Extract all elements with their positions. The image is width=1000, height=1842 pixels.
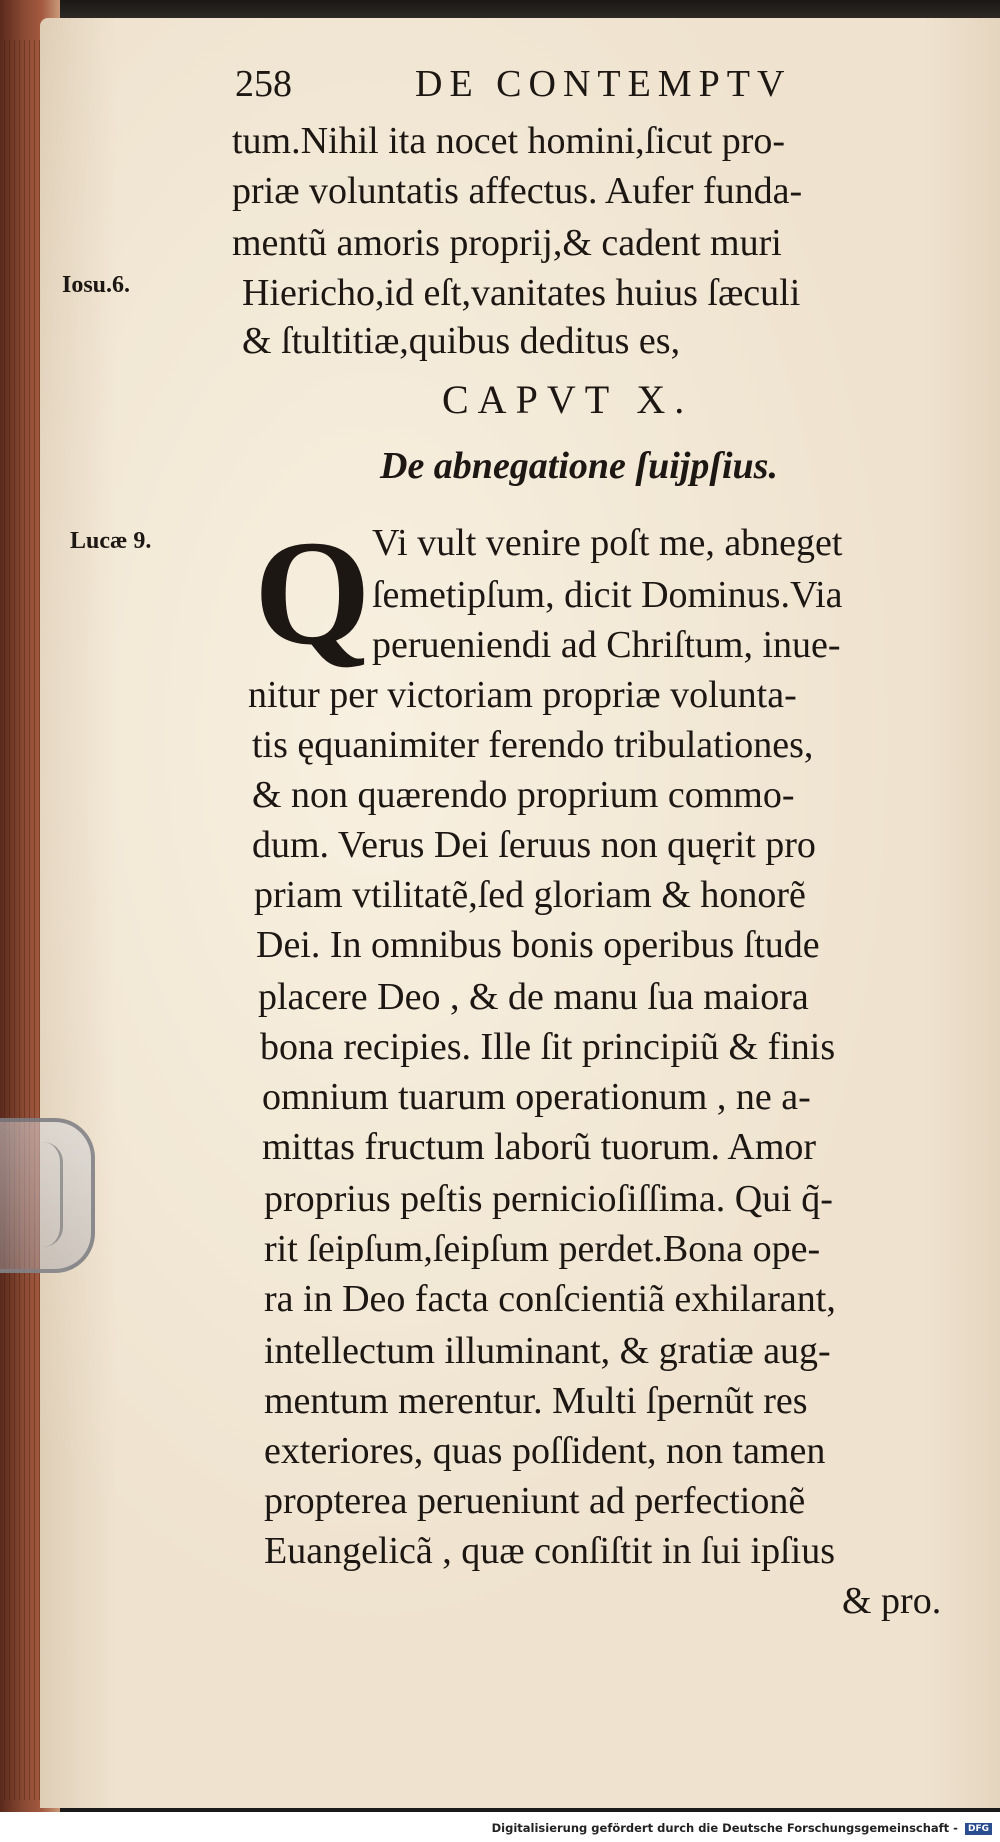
text-line: Dei. In omnibus bonis operibus ſtude <box>256 924 820 966</box>
text-line: exteriores, quas poſſident, non tamen <box>264 1430 826 1472</box>
chapter-heading: CAPVT X. <box>442 377 694 422</box>
text-line: Hiericho,id eſt,vanitates huius ſæculi <box>242 272 801 314</box>
text-line: tum.Nihil ita nocet homini,ſicut pro- <box>232 120 786 162</box>
text-line: priam vtilitatẽ,ſed gloriam & honorẽ <box>254 874 806 916</box>
page-number: 258 <box>235 63 292 105</box>
funding-credit <box>492 1821 992 1835</box>
text-line: tis ęquanimiter ferendo tribulationes, <box>252 724 814 766</box>
page-clip <box>0 1118 95 1273</box>
text-line: proprius peſtis pernicioſiſſima. Qui q̃- <box>264 1178 833 1220</box>
text-line: perueniendi ad Chriſtum, inue- <box>372 624 841 666</box>
text-line: ſemetipſum, dicit Dominus.Via <box>372 574 843 616</box>
text-line: Euangelicã , quæ conſiſtit in ſui ipſius <box>264 1530 835 1572</box>
text-line: mittas fructum laborũ tuorum. Amor <box>262 1126 817 1168</box>
drop-cap: Q <box>254 510 371 676</box>
text-line: nitur per victoriam propriæ volunta- <box>248 674 797 716</box>
text-line: & ſtultitiæ,quibus deditus es, <box>242 320 681 362</box>
text-line: & non quærendo proprium commo- <box>252 774 795 816</box>
text-line: priæ voluntatis affectus. Aufer funda- <box>232 170 803 212</box>
text-line: Vi vult venire poſt me, abneget <box>372 522 843 564</box>
text-line: propterea perueniunt ad perfectionẽ <box>264 1480 806 1522</box>
text-line: mentũ amoris proprij,& cadent muri <box>232 222 782 264</box>
chapter-subtitle: De abnegatione ſuijpſius. <box>380 445 778 487</box>
running-head-title: DE CONTEMPTV <box>415 63 792 105</box>
footer-bar <box>0 1812 1000 1842</box>
page-clip-inner <box>0 1142 63 1247</box>
margin-note-iosu: Iosu.6. <box>62 272 131 298</box>
text-line: intellectum illuminant, & gratiæ aug- <box>264 1330 831 1372</box>
text-line: bona recipies. Ille ſit principiũ & finis <box>260 1026 836 1068</box>
margin-note-lucae: Lucæ 9. <box>70 528 152 554</box>
dfg-logo: DFG <box>965 1823 992 1835</box>
funding-credit-text: Digitalisierung gefördert durch die Deutsche Forschungsgemeinschaft - <box>491 1821 958 1835</box>
catchword: & pro. <box>842 1580 942 1622</box>
text-line: rit ſeipſum,ſeipſum perdet.Bona ope- <box>264 1228 821 1270</box>
text-line: mentum merentur. Multi ſpernũt res <box>264 1380 808 1422</box>
text-line: placere Deo , & de manu ſua maiora <box>258 976 809 1018</box>
running-head <box>235 62 915 110</box>
text-line: dum. Verus Dei ſeruus non quęrit pro <box>252 824 816 866</box>
text-line: ra in Deo facta conſcientiã exhilarant, <box>264 1278 836 1320</box>
text-line: omnium tuarum operationum , ne a- <box>262 1076 811 1118</box>
